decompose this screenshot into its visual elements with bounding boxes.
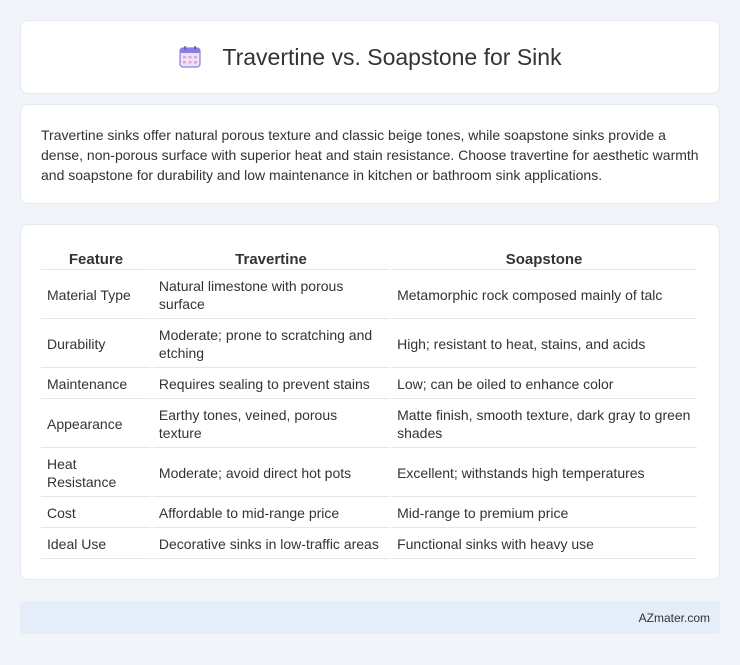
soapstone-cell: Excellent; withstands high temperatures [391,450,697,497]
travertine-cell: Natural limestone with porous surface [153,272,389,319]
table-row [41,530,697,559]
description-text: Travertine sinks offer natural porous texture and classic beige tones, while soapstone sinks provide a dense, non-porous surface with superior heat and stain resistance. Choose travertine for aesthetic warmth and soapstone for durability and low maintenance in kitchen or bathroom sink applications. [41,127,699,183]
feature-cell: Maintenance [41,370,151,399]
feature-cell: Appearance [41,401,151,448]
header-feature: Feature [41,247,151,270]
soapstone-cell: Matte finish, smooth texture, dark gray to green shades [391,401,697,448]
table-row [41,499,697,528]
travertine-cell: Decorative sinks in low-traffic areas [153,530,389,559]
header-travertine: Travertine [153,247,389,270]
table-row [41,401,697,448]
feature-cell: Ideal Use [41,530,151,559]
travertine-cell: Moderate; avoid direct hot pots [153,450,389,497]
feature-cell: Cost [41,499,151,528]
calendar-icon [178,45,202,69]
soapstone-cell: Low; can be oiled to enhance color [391,370,697,399]
feature-cell: Heat Resistance [41,450,151,497]
table-row [41,370,697,399]
page-title: Travertine vs. Soapstone for Sink [222,43,562,70]
travertine-cell: Affordable to mid-range price [153,499,389,528]
footer-brand: AZmater.com [638,610,710,625]
comparison-table [39,245,699,561]
footer [20,601,720,634]
travertine-cell: Earthy tones, veined, porous texture [153,401,389,448]
table-row [41,272,697,319]
title-card [20,20,720,94]
travertine-cell: Moderate; prone to scratching and etching [153,321,389,368]
travertine-cell: Requires sealing to prevent stains [153,370,389,399]
soapstone-cell: High; resistant to heat, stains, and acids [391,321,697,368]
description-card [20,104,720,204]
table-row [41,450,697,497]
header-soapstone: Soapstone [391,247,697,270]
soapstone-cell: Metamorphic rock composed mainly of talc [391,272,697,319]
table-header-row [41,247,697,270]
comparison-table-card [20,224,720,580]
soapstone-cell: Mid-range to premium price [391,499,697,528]
feature-cell: Material Type [41,272,151,319]
soapstone-cell: Functional sinks with heavy use [391,530,697,559]
table-row [41,321,697,368]
feature-cell: Durability [41,321,151,368]
